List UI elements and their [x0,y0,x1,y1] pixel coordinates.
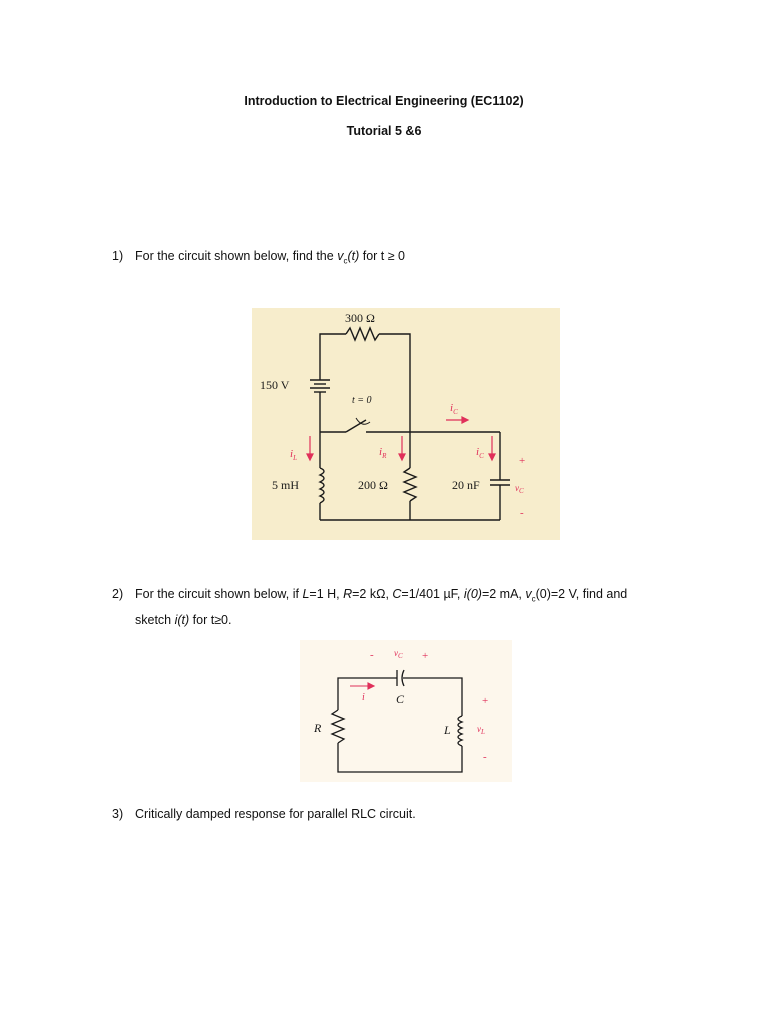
q2-C-val: =1/401 µF, [401,587,464,601]
question-text: Critically damped response for parallel RLC circuit. [135,807,416,821]
label-i: i [362,692,365,703]
arrowhead [462,417,468,423]
q1-text-a: For the circuit shown below, find the [135,249,338,263]
inductor-L-symbol [458,716,462,746]
label-iR [379,446,387,460]
iC2-main: i [476,446,480,458]
label-vC-minus: - [520,507,524,519]
iC2-sub: C [479,452,484,460]
q1-text-b: for t ≥ 0 [359,249,406,263]
label-R: R [314,721,322,735]
question-2-line-1 [135,584,692,610]
wire [338,743,462,772]
question-text [135,246,692,272]
q2-line2-b: for t≥0. [189,612,232,627]
label-iC-branch [476,446,484,460]
q2-i0-val: =2 mA, [481,587,526,601]
label-vC [515,483,524,495]
vL-main: v [477,724,481,734]
q2-vc-val: (0)=2 V, find and [535,587,628,601]
circuit-figure-1 [252,308,560,540]
q2-line2-var: i(t) [174,612,190,627]
q1-var-sub: c [343,256,348,266]
q1-var-tail: (t) [347,249,360,263]
label-C: C [396,692,405,706]
iR-main: i [379,446,383,458]
arrowhead [489,454,495,460]
iC-sub: C [453,408,458,416]
q2-R-val: =2 kΩ, [352,587,393,601]
q2-C-var: C [392,587,402,601]
label-vL-minus: - [483,751,487,763]
resistor-R-symbol [332,710,344,743]
label-L: L [444,723,451,737]
arrowhead [399,454,405,460]
q2-L-var: L [302,587,310,601]
question-1 [112,246,692,272]
label-vC-plus: + [519,455,526,467]
question-2-line-2 [135,610,692,630]
iL-main: i [290,448,294,460]
vC-sub: C [519,487,524,495]
label-vL [477,724,485,736]
tutorial-title: Tutorial 5 &6 [346,124,422,138]
vC-main: v [515,483,519,493]
q1-var-vc: v [337,249,344,263]
c2-vC-sub: C [398,652,403,660]
q2-R-var: R [343,587,353,601]
course-title: Introduction to Electrical Engineering (EC1102) [244,94,524,108]
arrowhead [307,454,313,460]
label-vL-plus: + [482,695,489,707]
q2-L-val: =1 H, [309,587,344,601]
q2-vc-sub: c [531,594,536,604]
arrowhead [368,683,374,689]
resistor-200-symbol [404,468,416,501]
label-150V: 150 V [260,378,290,392]
question-2 [112,584,692,630]
label-300-ohm: 300 Ω [345,311,375,325]
iR-sub: R [382,452,387,460]
label-200-ohm: 200 Ω [358,478,388,492]
q2-vc-main: v [525,587,532,601]
switch-blade [346,420,366,432]
label-vC-plus: + [422,650,429,662]
wire [379,334,410,432]
vL-sub: L [481,728,485,736]
c2-vC-main: v [394,648,398,658]
label-vC-minus: - [370,649,374,661]
label-switch-time: t = 0 [352,395,372,406]
iL-sub: L [293,454,297,462]
circuit-figure-2 [300,640,512,782]
label-iL [290,448,297,462]
q2-line2-a: sketch [135,612,175,627]
iC-main: i [450,402,454,414]
question-text [135,584,692,630]
label-20nF: 20 nF [452,478,480,492]
inductor-5mH-symbol [320,468,324,503]
circuit-2-diagram [300,640,512,782]
circuit-1-diagram [252,308,560,540]
question-number: 2) [112,587,124,601]
label-vC [394,648,403,660]
question-number: 1) [112,249,124,263]
question-3 [112,804,692,824]
question-number: 3) [112,807,124,821]
wire [403,678,462,716]
label-iC [450,402,458,416]
q2-text-a: For the circuit shown below, if [135,587,303,601]
wire [320,334,346,380]
label-5mH: 5 mH [272,478,299,492]
resistor-300-symbol [346,328,379,340]
q2-i0-var: i(0) [463,587,482,601]
